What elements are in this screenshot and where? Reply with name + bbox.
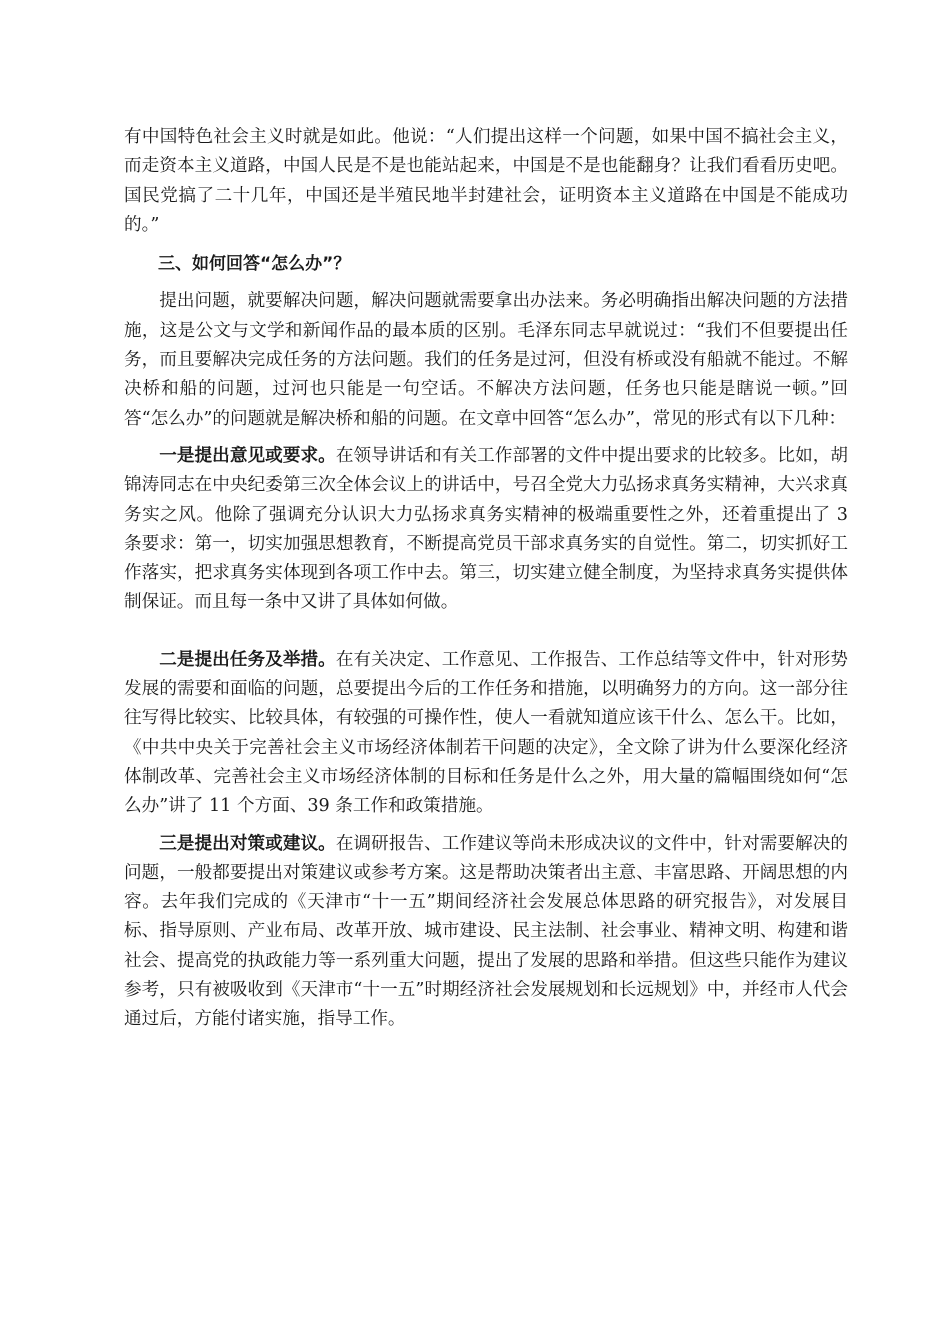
paragraph-item-2 [124, 646, 848, 822]
item-1-lead: 一是提出意见或要求。 [159, 445, 336, 466]
paragraph-intro: 提出问题，就要解决问题，解决问题就需要拿出办法来。务必明确指出解决问题的方法措施，这是公文与文学和新闻作品的最本质的区别。毛泽东同志早就说过：“我们不但要提出任务，而且要解决完成任务的方法问题。我们的任务是过河，但没有桥或没有船就不能过。不解决桥和船的问题，过河也只能是一句空话。不解决方法问题，任务也只能是瞎说一顿。”回答“怎么办”的问题就是解决桥和船的问题。在文章中回答“怎么办”，常见的形式有以下几种： [124, 291, 848, 429]
paragraph-item-3 [124, 830, 848, 1035]
item-3-lead: 三是提出对策或建议。 [159, 833, 336, 854]
item-3-text: 在调研报告、工作建议等尚未形成决议的文件中，针对需要解决的问题，一般都要提出对策建议或参考方案。这是帮助决策者出主意、丰富思路、开阔思想的内容。去年我们完成的《天津市“十一五”期间经济社会发展总体思路的研究报告》，对发展目标、指导原则、产业布局、改革开放、城市建设、民主法制、社会事业、精神文明、构建和谐社会、提高党的执政能力等一系列重大问题，提出了发展的思路和举措。但这些只能作为建议参考，只有被吸收到《天津市“十一五”时期经济社会发展规划和长远规划》中，并经市人代会通过后，方能付诸实施，指导工作。 [124, 833, 848, 1030]
item-2-text: 在有关决定、工作意见、工作报告、工作总结等文件中，针对形势发展的需要和面临的问题，总要提出今后的工作任务和措施，以明确努力的方向。这一部分往往写得比较实、比较具体，有较强的可操作性，使人一看就知道应该干什么、怎么干。比如，《中共中央关于完善社会主义市场经济体制若干问题的决定》，全文除了讲为什么要深化经济体制改革、完善社会主义市场经济体制的目标和任务是什么之外，用大量的篇幅围绕如何“怎么办”讲了 11 个方面、39 条工作和政策措施。 [124, 649, 848, 817]
paragraph-item-1 [124, 442, 848, 618]
item-1-text: 在领导讲话和有关工作部署的文件中提出要求的比较多。比如，胡锦涛同志在中央纪委第三次全体会议上的讲话中，号召全党大力弘扬求真务实精神，大兴求真务实之风。他除了强调充分认识大力弘扬求真务实精神的极端重要性之外，还着重提出了 3 条要求：第一，切实加强思想教育，不断提高党员干部求真务实的自觉性。第二，切实抓好工作落实，把求真务实体现到各项工作中去。第三，切实建立健全制度，为坚持求真务实提供体制保证。而且每一条中又讲了具体如何做。 [124, 445, 848, 613]
document-page [124, 123, 848, 1035]
item-2-lead: 二是提出任务及举措。 [159, 649, 336, 670]
section-heading: 三、如何回答“怎么办”？ [158, 254, 351, 275]
paragraph-quote-continuation: 有中国特色社会主义时就是如此。他说：“人们提出这样一个问题，如果中国不搞社会主义，而走资本主义道路，中国人民是不是也能站起来，中国是不是也能翻身？让我们看看历史吧。国民党搞了二十几年，中国还是半殖民地半封建社会，证明资本主义道路在中国是不能成功的。” [124, 127, 848, 235]
